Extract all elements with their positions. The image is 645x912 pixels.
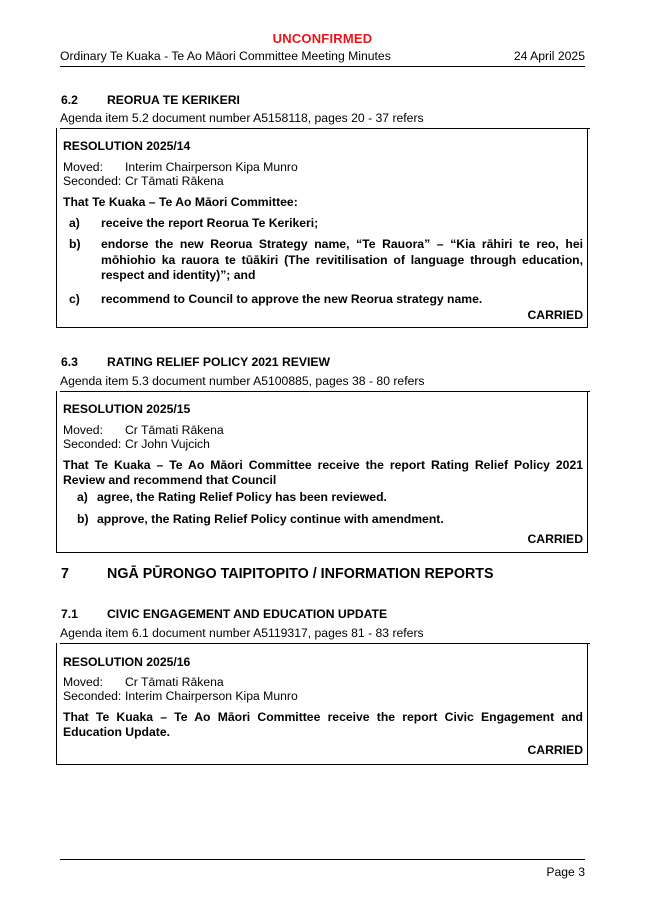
unconfirmed-label: UNCONFIRMED	[272, 31, 373, 46]
section-title: CIVIC ENGAGEMENT AND EDUCATION UPDATE	[107, 607, 388, 621]
page-header	[60, 48, 585, 67]
seconded-by: Interim Chairperson Kipa Munro	[125, 689, 298, 703]
resolution-box	[56, 643, 588, 765]
resolution-box	[56, 128, 588, 328]
item-letter: a)	[69, 216, 80, 230]
item-letter: c)	[69, 292, 80, 306]
moved-by: Cr Tāmati Rākena	[125, 675, 224, 689]
seconded-label: Seconded:	[63, 689, 122, 703]
item-text: agree, the Rating Relief Policy has been reviewed.	[97, 490, 387, 504]
resolution-number: RESOLUTION 2025/14	[63, 139, 191, 153]
moved-by: Cr Tāmati Rākena	[125, 423, 224, 437]
seconded-line	[63, 437, 210, 451]
seconded-by: Cr John Vujcich	[125, 437, 210, 451]
carried-label: CARRIED	[527, 532, 583, 546]
item-letter: b)	[69, 237, 81, 251]
item-text: receive the report Reorua Te Kerikeri;	[101, 216, 319, 230]
agenda-reference: Agenda item 6.1 document number A5119317, pages 81 - 83 refers	[60, 626, 590, 644]
moved-label: Moved:	[63, 160, 103, 174]
item-text: approve, the Rating Relief Policy continue with amendment.	[97, 512, 444, 526]
agenda-reference: Agenda item 5.3 document number A5100885, pages 38 - 80 refers	[60, 374, 590, 392]
carried-label: CARRIED	[527, 308, 583, 322]
section-title: RATING RELIEF POLICY 2021 REVIEW	[107, 355, 331, 369]
seconded-line	[63, 174, 224, 188]
section-title: REORUA TE KERIKERI	[107, 93, 240, 107]
resolution-intro: That Te Kuaka – Te Ao Māori Committee receive the report Rating Relief Policy 2021 Review and recommend that Council	[63, 458, 583, 487]
seconded-label: Seconded:	[63, 437, 122, 451]
carried-label: CARRIED	[527, 743, 583, 757]
seconded-label: Seconded:	[63, 174, 122, 188]
resolution-intro: That Te Kuaka – Te Ao Māori Committee:	[63, 195, 298, 209]
moved-label: Moved:	[63, 675, 103, 689]
section-number: 6.2	[61, 93, 78, 107]
meeting-date: 24 April 2025	[513, 49, 585, 63]
agenda-reference: Agenda item 5.2 document number A5158118, pages 20 - 37 refers	[60, 111, 590, 129]
item-letter: a)	[77, 490, 88, 504]
item-text: recommend to Council to approve the new Reorua strategy name.	[101, 292, 483, 306]
resolution-number: RESOLUTION 2025/15	[63, 402, 191, 416]
resolution-box	[56, 391, 588, 553]
section-number: 7	[61, 566, 69, 582]
moved-by: Interim Chairperson Kipa Munro	[125, 160, 298, 174]
section-number: 7.1	[61, 607, 78, 621]
resolution-number: RESOLUTION 2025/16	[63, 655, 191, 669]
moved-line	[63, 423, 224, 437]
document-title: Ordinary Te Kuaka - Te Ao Māori Committee Meeting Minutes	[60, 49, 391, 63]
page-footer	[60, 859, 585, 879]
item-text: endorse the new Reorua Strategy name, “Te Rauora” – “Kia rāhiri te reo, hei mōhiohio ka rauora te tūākiri (The revitilisation of language through education, respect and identity)”; and	[101, 237, 583, 282]
moved-label: Moved:	[63, 423, 103, 437]
seconded-by: Cr Tāmati Rākena	[125, 174, 224, 188]
section-number: 6.3	[61, 355, 78, 369]
item-letter: b)	[77, 512, 89, 526]
moved-line	[63, 675, 224, 689]
seconded-line	[63, 689, 298, 703]
page-number: Page 3	[546, 865, 585, 879]
resolution-intro: That Te Kuaka – Te Ao Māori Committee receive the report Civic Engagement and Education Update.	[63, 710, 583, 739]
section-title: NGĀ PŪRONGO TAIPITOPITO / INFORMATION REPORTS	[107, 566, 494, 582]
moved-line	[63, 160, 298, 174]
